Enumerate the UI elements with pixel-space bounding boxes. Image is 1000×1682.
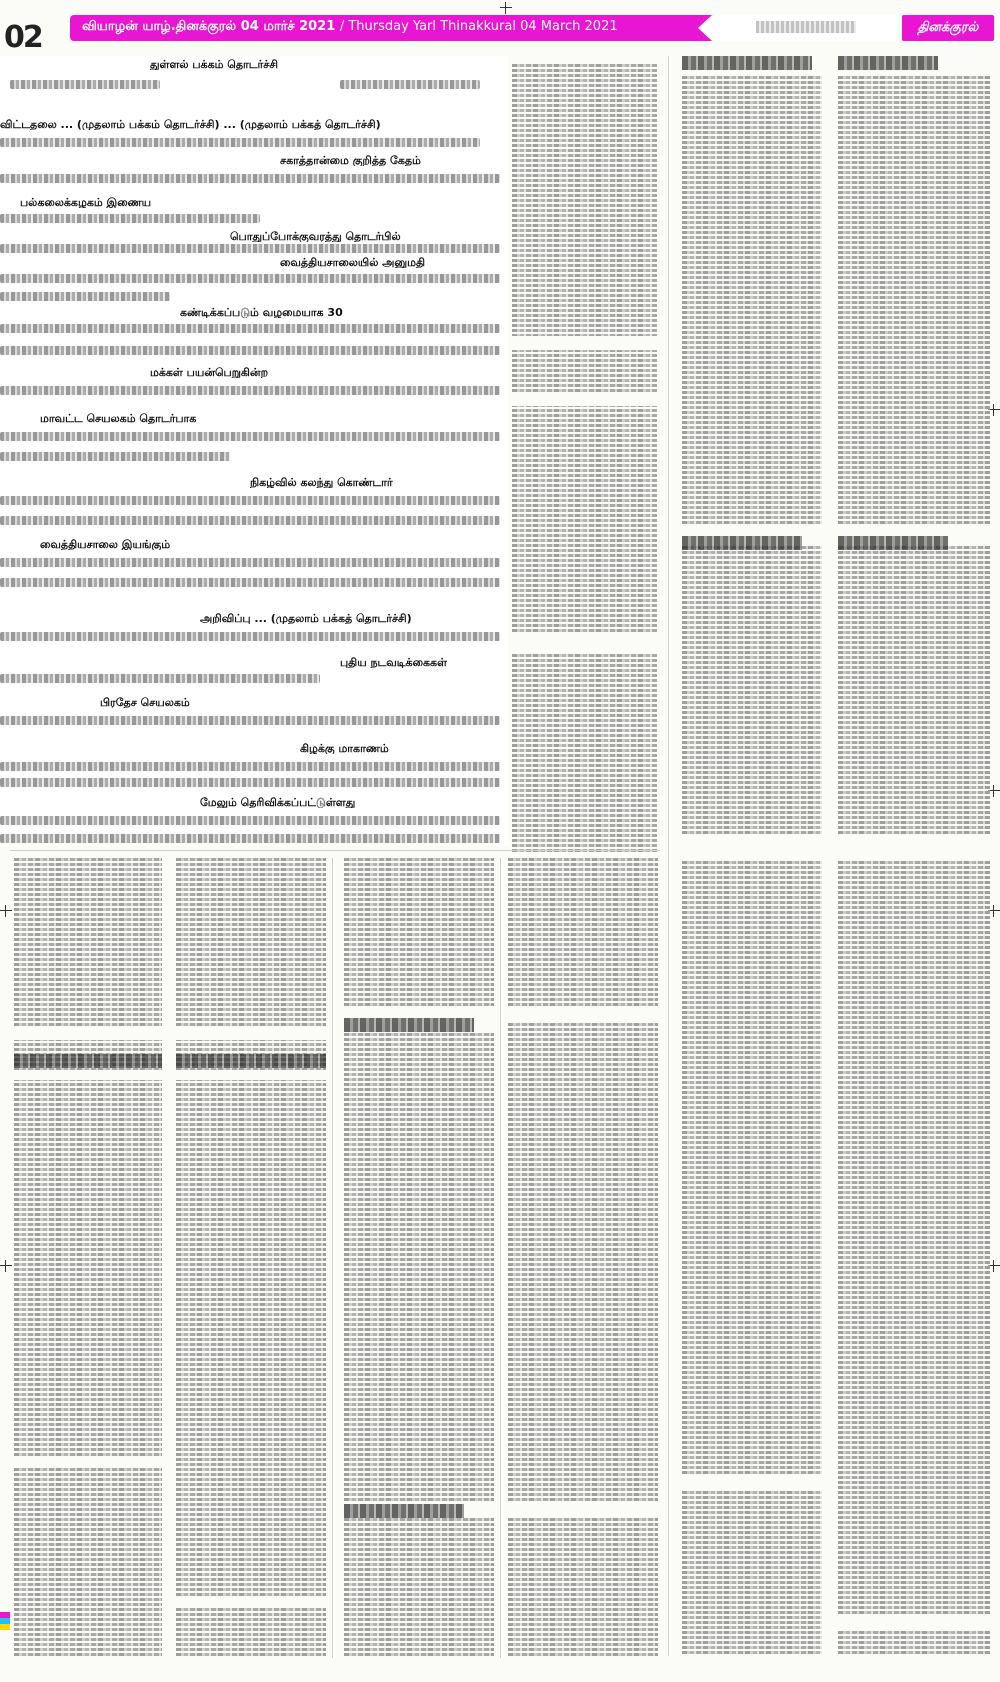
article-headline <box>14 1054 162 1068</box>
article-headline <box>682 536 802 550</box>
ad-text-row <box>0 274 500 283</box>
article-headline <box>838 536 948 550</box>
article-body-text <box>344 858 494 1658</box>
ad-line: பிரதேச செயலகம் <box>100 696 190 708</box>
article-body-text <box>508 858 658 1658</box>
ad-text-row <box>0 716 500 725</box>
article-headline <box>838 56 938 70</box>
thinakkural-logo: தினக்குரல் <box>902 15 994 41</box>
masthead-bar <box>70 15 898 41</box>
ad-line: வைத்தியசாலையில் அனுமதி <box>280 256 426 268</box>
article-body-text <box>512 64 657 854</box>
ad-line: கண்டிக்கப்படும் வழமையாக 30 <box>180 306 343 318</box>
ad-text-row <box>0 244 500 253</box>
article-headline <box>682 56 812 70</box>
article-column <box>512 64 657 854</box>
ad-text-row <box>0 778 500 787</box>
article-column <box>682 56 822 1656</box>
ad-line: நிகழ்வில் கலந்து கொண்டார் <box>250 476 393 488</box>
article-headline <box>176 1054 326 1068</box>
article-body-text <box>176 858 326 1658</box>
ad-text-row <box>0 452 230 461</box>
registration-mark-icon <box>500 2 512 14</box>
ad-line: சகாத்தான்மை குறித்த கேதம் <box>280 154 421 166</box>
masthead-date-english: / Thursday Yarl Thinakkural 04 March 2021 <box>339 19 618 34</box>
ad-line: மாவட்ட செயலகம் தொடர்பாக <box>40 412 197 424</box>
article-body-text <box>14 858 162 1658</box>
ad-text-row <box>0 496 500 505</box>
ad-text-row <box>0 674 320 683</box>
ad-text-row <box>0 214 260 223</box>
registration-mark-icon <box>0 1260 12 1272</box>
article-column <box>14 858 162 1658</box>
ad-text-row <box>0 516 500 525</box>
color-bar-icon <box>0 1612 10 1630</box>
masthead-arrow <box>698 15 712 41</box>
article-body-text <box>838 76 990 1656</box>
ad-text-row <box>10 80 160 89</box>
ad-line: பல்கலைக்கழகம் இணைய <box>20 196 152 208</box>
column-divider <box>332 858 333 1658</box>
column-divider <box>668 56 669 1656</box>
ad-text-row <box>340 80 480 89</box>
ad-line: கிழக்கு மாகாணம் <box>300 742 389 754</box>
ad-text-row <box>0 578 500 587</box>
ad-text-row <box>0 174 500 183</box>
ad-line: மக்கள் பயன்பெறுகின்ற <box>150 366 269 378</box>
registration-mark-icon <box>0 905 12 917</box>
masthead-section-box <box>712 15 898 41</box>
ad-block <box>0 56 508 846</box>
ad-line: வைத்தியசாலை இயங்கும் <box>40 538 171 550</box>
ad-text-row <box>0 386 500 395</box>
ad-text-row <box>0 762 500 771</box>
ad-text-row <box>0 558 500 567</box>
ad-text-row <box>0 432 500 441</box>
ad-text-row <box>0 834 500 843</box>
page-number: 02 <box>4 20 42 55</box>
article-headline <box>344 1018 474 1032</box>
ad-line: விட்டதலை ... (முதலாம் பக்கம் தொடர்ச்சி) ... (முதலாம் பக்கத் தொடர்ச்சி) <box>0 118 381 130</box>
article-column <box>344 858 494 1658</box>
ad-line: மேலும் தெரிவிக்கப்பட்டுள்ளது <box>200 796 356 808</box>
ad-text-row <box>0 816 500 825</box>
article-column <box>508 858 658 1658</box>
article-body-text <box>682 76 822 1656</box>
ad-line: புதிய நடவடிக்கைகள் <box>340 656 447 668</box>
article-column <box>176 858 326 1658</box>
article-column <box>838 56 990 1656</box>
masthead-date-tamil: வியாழன் யாழ்.தினக்குரல் 04 மார்ச் 2021 <box>82 19 336 34</box>
ad-line: அறிவிப்பு ... (முதலாம் பக்கத் தொடர்ச்சி) <box>200 612 412 624</box>
ad-text-row <box>0 324 500 333</box>
section-divider <box>10 850 660 851</box>
column-divider <box>500 858 501 1658</box>
ad-text-row <box>0 138 480 147</box>
ad-text-row <box>0 292 170 301</box>
ad-line: துள்ளல் பக்கம் தொடர்ச்சி <box>150 58 278 70</box>
masthead-date <box>82 19 618 35</box>
article-headline <box>344 1504 464 1518</box>
masthead-section-label <box>756 21 856 33</box>
ad-text-row <box>0 346 500 355</box>
ad-text-row <box>0 632 500 641</box>
ad-line: பொதுப்போக்குவரத்து தொடர்பில் <box>230 230 401 242</box>
